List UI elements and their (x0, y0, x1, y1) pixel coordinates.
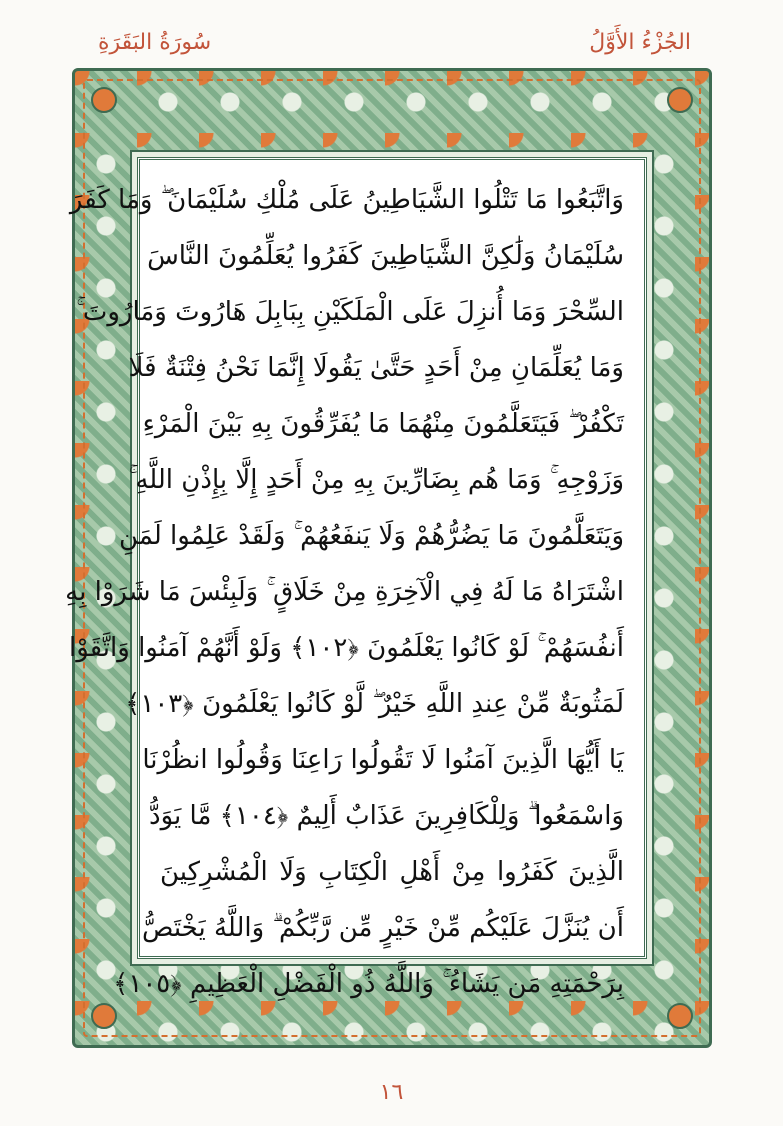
flower-ornament-icon (667, 87, 693, 113)
text-line: يَا أَيُّهَا الَّذِينَ آمَنُوا لَا تَقُولُوا رَاعِنَا وَقُولُوا انظُرْنَا (142, 745, 624, 775)
flower-ornament-icon (667, 1003, 693, 1029)
flower-ornament-icon (91, 87, 117, 113)
text-line: الَّذِينَ كَفَرُوا مِنْ أَهْلِ الْكِتَابِ وَلَا الْمُشْرِكِينَ (160, 857, 624, 887)
text-line: وَمَا يُعَلِّمَانِ مِنْ أَحَدٍ حَتَّىٰ يَقُولَا إِنَّمَا نَحْنُ فِتْنَةٌ فَلَا (128, 353, 624, 383)
verse-lines (65, 172, 624, 999)
text-line: وَيَتَعَلَّمُونَ مَا يَضُرُّهُمْ وَلَا يَنفَعُهُمْ ۚ وَلَقَدْ عَلِمُوا لَمَنِ (119, 521, 624, 551)
text-line: بِرَحْمَتِهِ مَن يَشَاءُ ۚ وَاللَّهُ ذُو الْفَضْلِ الْعَظِيمِ ﴿١٠٥﴾ (113, 969, 624, 999)
text-line: أَنفُسَهُمْ ۚ لَوْ كَانُوا يَعْلَمُونَ ﴿١٠٢﴾ وَلَوْ أَنَّهُمْ آمَنُوا وَاتَّقَوْا (68, 633, 624, 663)
text-line: سُلَيْمَانُ وَلَٰكِنَّ الشَّيَاطِينَ كَفَرُوا يُعَلِّمُونَ النَّاسَ (147, 241, 624, 271)
text-line: وَاسْمَعُوا ۗ وَلِلْكَافِرِينَ عَذَابٌ أَلِيمٌ ﴿١٠٤﴾ مَّا يَوَدُّ (149, 801, 624, 831)
juz-label: الجُزْءُ الأَوَّلُ (589, 30, 691, 55)
text-line: لَمَثُوبَةٌ مِّنْ عِندِ اللَّهِ خَيْرٌ ۖ لَّوْ كَانُوا يَعْلَمُونَ ﴿١٠٣﴾ (125, 689, 624, 719)
text-line: السِّحْرَ وَمَا أُنزِلَ عَلَى الْمَلَكَيْنِ بِبَابِلَ هَارُوتَ وَمَارُوتَ ۚ (76, 297, 624, 327)
ornamental-frame (65, 68, 712, 1048)
surah-label: سُورَةُ البَقَرَةِ (98, 30, 212, 55)
page-number: ١٦ (379, 1080, 404, 1105)
text-panel (65, 157, 647, 999)
text-line: اشْتَرَاهُ مَا لَهُ فِي الْآخِرَةِ مِنْ خَلَاقٍ ۚ وَلَبِئْسَ مَا شَرَوْا بِهِ (65, 577, 624, 607)
text-line: وَزَوْجِهِ ۚ وَمَا هُم بِضَارِّينَ بِهِ مِنْ أَحَدٍ إِلَّا بِإِذْنِ اللَّهِ ۚ (128, 465, 624, 495)
text-line: وَاتَّبَعُوا مَا تَتْلُوا الشَّيَاطِينُ عَلَى مُلْكِ سُلَيْمَانَ ۖ وَمَا كَفَرَ (69, 185, 624, 215)
text-line: أَن يُنَزَّلَ عَلَيْكُم مِّنْ خَيْرٍ مِّن رَّبِّكُمْ ۗ وَاللَّهُ يَخْتَصُّ (141, 913, 624, 943)
text-line: تَكْفُرْ ۖ فَيَتَعَلَّمُونَ مِنْهُمَا مَا يُفَرِّقُونَ بِهِ بَيْنَ الْمَرْءِ (142, 409, 624, 439)
